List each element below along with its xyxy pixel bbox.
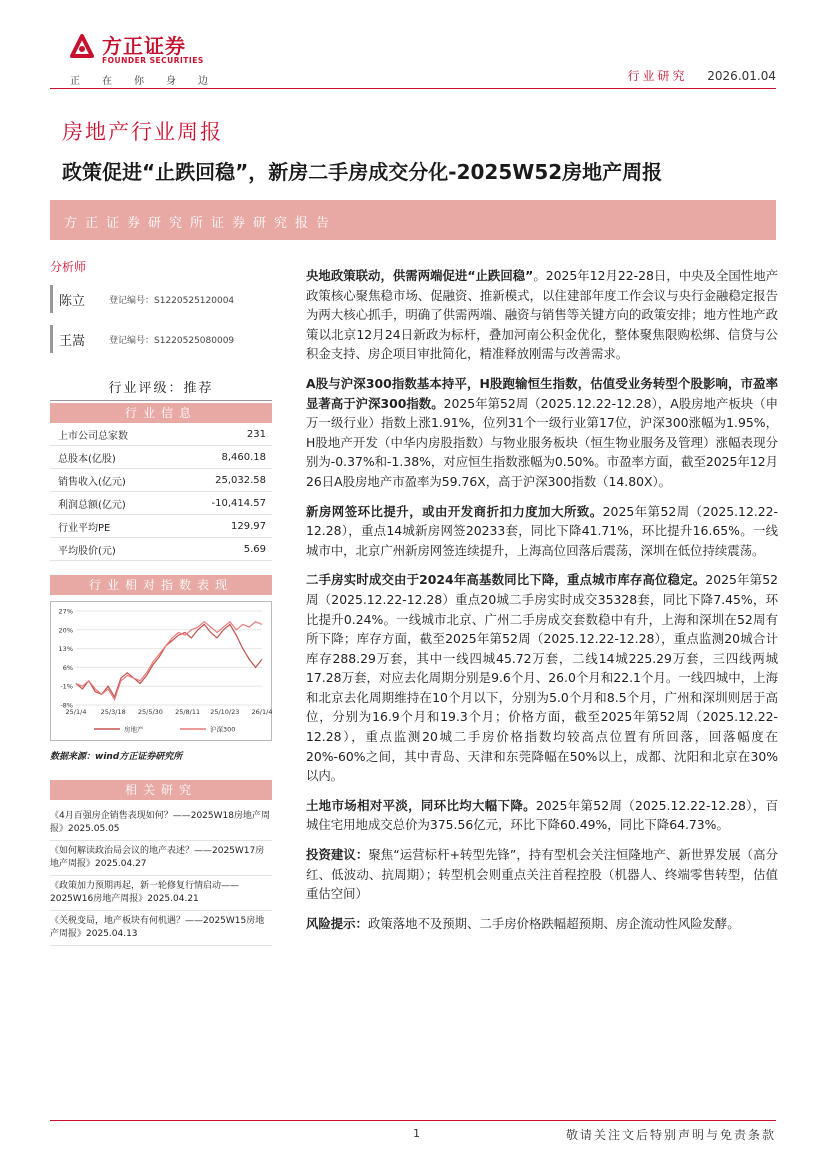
chart-heading: 行业相对指数表现 bbox=[50, 575, 272, 595]
header-meta bbox=[627, 67, 776, 84]
x-tick-label: 25/8/11 bbox=[175, 708, 201, 716]
y-tick-label: 20% bbox=[58, 626, 73, 635]
info-row bbox=[50, 446, 272, 469]
paragraph-text: 政策落地不及预期、二手房价格跌幅超预期、房企流动性风险发酵。 bbox=[367, 915, 740, 931]
body-paragraph bbox=[306, 845, 778, 904]
industry-rating: 行业评级：推荐 bbox=[50, 377, 272, 401]
analyst-name: 王嵩 bbox=[59, 333, 86, 349]
info-row bbox=[50, 515, 272, 538]
paragraph-text: 聚焦“运营标杆+转型先锋”，持有型机会关注恒隆地产、新世界发展（高分红、低波动、抗周期）；转型机会则重点关注首程控股（机器人、终端零售转型，估值重估空间） bbox=[306, 847, 778, 902]
footer-divider bbox=[50, 1120, 776, 1121]
analyst-name: 陈立 bbox=[59, 293, 86, 309]
body-paragraph bbox=[306, 502, 778, 561]
related-list bbox=[50, 806, 272, 946]
body-paragraph bbox=[306, 796, 778, 835]
analyst-heading: 分析师 bbox=[50, 260, 87, 274]
info-value: 5.69 bbox=[243, 543, 266, 555]
info-row bbox=[50, 423, 272, 446]
info-value: 231 bbox=[246, 428, 266, 440]
report-body bbox=[306, 266, 778, 943]
y-tick-label: -8% bbox=[60, 701, 73, 710]
index-line-chart bbox=[50, 601, 272, 741]
header-date: 2026.01.04 bbox=[707, 69, 776, 83]
x-tick-label: 25/5/30 bbox=[137, 708, 163, 716]
info-label: 上市公司总家数 bbox=[58, 430, 128, 442]
x-tick-label: 25/3/18 bbox=[100, 708, 126, 716]
logo-slogan: 正在你身边 bbox=[70, 76, 230, 87]
y-tick-label: 27% bbox=[58, 607, 73, 616]
paragraph-text: 2025年第52周（2025.12.22-12.28），重点14城新房网签20233套，同比下降41.71%，环比提升16.65%。一线城市中，北京广州新房网签连续提升，上海高位回落后震荡，深圳在低位持续震荡。 bbox=[306, 503, 778, 558]
x-tick-label: 26/1/4 bbox=[251, 708, 272, 716]
analyst-item bbox=[50, 285, 272, 313]
related-link[interactable]: 《关税变局，地产板块有何机遇？——2025W15房地产周报》2025.04.13 bbox=[50, 911, 272, 946]
info-row bbox=[50, 492, 272, 515]
logo-en-text: FOUNDER SECURITIES bbox=[102, 56, 204, 65]
legend-label: 房地产 bbox=[124, 725, 144, 734]
paragraph-lead: 新房网签环比提升，或由开发商折扣力度加大所致。 bbox=[306, 503, 603, 519]
x-tick-label: 25/1/4 bbox=[65, 708, 87, 716]
logo-cn-text: 方正证券 bbox=[102, 34, 186, 58]
info-value: 8,460.18 bbox=[221, 451, 266, 463]
chart-source: 数据来源：wind方正证券研究所 bbox=[50, 752, 183, 762]
y-tick-label: -1% bbox=[60, 682, 73, 691]
paragraph-lead: A股与沪深300指数基本持平，H股跑输恒生指数，估值受业务转型个股影响，市盈率显著高于沪深300指数。 bbox=[306, 375, 778, 411]
related-link[interactable]: 《政策加力预期再起，新一轮修复行情启动——2025W16房地产周报》2025.04.21 bbox=[50, 876, 272, 911]
x-tick-label: 25/10/23 bbox=[210, 708, 240, 716]
report-title: 政策促进“止跌回稳”，新房二手房成交分化-2025W52房地产周报 bbox=[62, 160, 663, 184]
header-category: 行业研究 bbox=[627, 69, 688, 83]
paragraph-lead: 央地政策联动，供需两端促进“止跌回稳” bbox=[306, 268, 534, 283]
paragraph-text: 2025年第52周（2025.12.22-12.28），A股房地产板块（申万一级行业）指数上涨1.91%，位列31个一级行业第17位，沪深300涨幅为1.95%，H股地产开发（中华内房股指数）与物业服务板块（恒生物业服务及管理）涨幅表现分别为-0.37%和-1.38%，对应恒生指数涨幅为0.50%。市盈率方面，截至2025年12月26日A股房地产市盈率为59.76X，高于沪深300指数（14.80X）。 bbox=[306, 395, 778, 489]
legend-label: 沪深300 bbox=[210, 725, 236, 734]
analyst-item bbox=[50, 325, 272, 353]
disclaimer-link[interactable]: 敬请关注文后特别声明与免责条款 bbox=[565, 1128, 776, 1142]
y-tick-label: 13% bbox=[58, 645, 73, 654]
chart-frame bbox=[51, 602, 272, 741]
body-paragraph bbox=[306, 914, 778, 934]
related-heading: 相关研究 bbox=[50, 780, 272, 800]
info-label: 利润总额(亿元) bbox=[58, 499, 126, 511]
info-value: -10,414.57 bbox=[211, 497, 266, 509]
info-value: 25,032.58 bbox=[215, 474, 266, 486]
analyst-reg: 登记编号：S1220525120004 bbox=[109, 295, 235, 306]
paragraph-lead: 土地市场相对平淡，同环比均大幅下降。 bbox=[306, 797, 536, 813]
research-banner bbox=[50, 200, 776, 240]
paragraph-lead: 风险提示： bbox=[306, 915, 368, 931]
body-paragraph bbox=[306, 266, 778, 364]
paragraph-lead: 二手房实时成交由于2024年高基数同比下降，重点城市库存高位稳定。 bbox=[306, 572, 706, 588]
page-number: 1 bbox=[413, 1127, 420, 1140]
paragraph-text: 2025年第52周（2025.12.22-12.28）重点20城二手房实时成交35328套，同比下降7.45%，环比提升0.24%。一线城市北京、广州二手房成交套数稳中有升，上海和深圳在52周有所下降；库存方面，截至2025年第52周（2025.12.22-12.28），重点监测20城合计库存288.29万套，其中一线四城45.72万套，二线14城225.29万套，三四线两城17.28万套，对应去化周期分别是9.6个月、26.0个月和22.1个月。一线四城中，上海和北京去化周期维持在10个月以下，分别为5.0个月和8.5个月，广州和深圳则居于高位，分别为16.9个月和19.3个月；价格方面，截至2025年第52周（2025.12.22-12.28），重点监测20城二手房价格指数均较高点位置有所回落，回落幅度在20%-60%之间，其中青岛、天津和东莞降幅在50%以上，成都、沈阳和北京在30%以内。 bbox=[306, 572, 778, 784]
paragraph-text: 2025年第52周（2025.12.22-12.28），百城住宅用地成交总价为375.56亿元，环比下降60.49%，同比下降64.73%。 bbox=[306, 797, 778, 833]
analyst-reg: 登记编号：S1220525080009 bbox=[109, 335, 235, 346]
report-type: 房地产行业周报 bbox=[62, 120, 223, 144]
founder-logo-mark-icon bbox=[68, 32, 96, 60]
body-paragraph bbox=[306, 374, 778, 492]
banner-text: 方正证券研究所证券研究报告 bbox=[64, 216, 338, 231]
paragraph-text: 。2025年12月22-28日，中央及全国性地产政策核心聚焦稳市场、促融资、推新模式，以住建部年度工作会议与央行金融稳定报告为两大核心抓手，明确了供需两端、融资与销售等关键方向的政策安排；地方性地产政策以北京12月24日新政为标杆，叠加河南公积金优化，整体聚焦限购松绑、信贷与公积金支持、房企项目审批简化，精准释放刚需与改善需求。 bbox=[306, 268, 778, 362]
paragraph-lead: 投资建议： bbox=[306, 847, 369, 863]
info-row bbox=[50, 538, 272, 561]
industry-info-table bbox=[50, 423, 272, 561]
related-link[interactable]: 《4月百强房企销售表现如何？——2025W18房地产周报》2025.05.05 bbox=[50, 806, 272, 841]
info-label: 总股本(亿股) bbox=[58, 453, 116, 465]
info-label: 平均股价(元) bbox=[58, 545, 116, 557]
relative-index-chart bbox=[50, 575, 272, 762]
info-value: 129.97 bbox=[231, 520, 266, 532]
industry-info-heading: 行业信息 bbox=[50, 403, 272, 423]
sidebar bbox=[50, 258, 272, 946]
series-line-hs300 bbox=[76, 622, 262, 700]
info-label: 销售收入(亿元) bbox=[58, 476, 126, 488]
related-link[interactable]: 《如何解读政治局会议的地产表述？——2025W17房地产周报》2025.04.27 bbox=[50, 841, 272, 876]
founder-logo bbox=[60, 28, 230, 87]
info-label: 行业平均PE bbox=[58, 522, 111, 534]
y-tick-label: 6% bbox=[62, 663, 73, 672]
info-row bbox=[50, 469, 272, 492]
body-paragraph bbox=[306, 570, 778, 786]
header-divider bbox=[50, 88, 776, 89]
